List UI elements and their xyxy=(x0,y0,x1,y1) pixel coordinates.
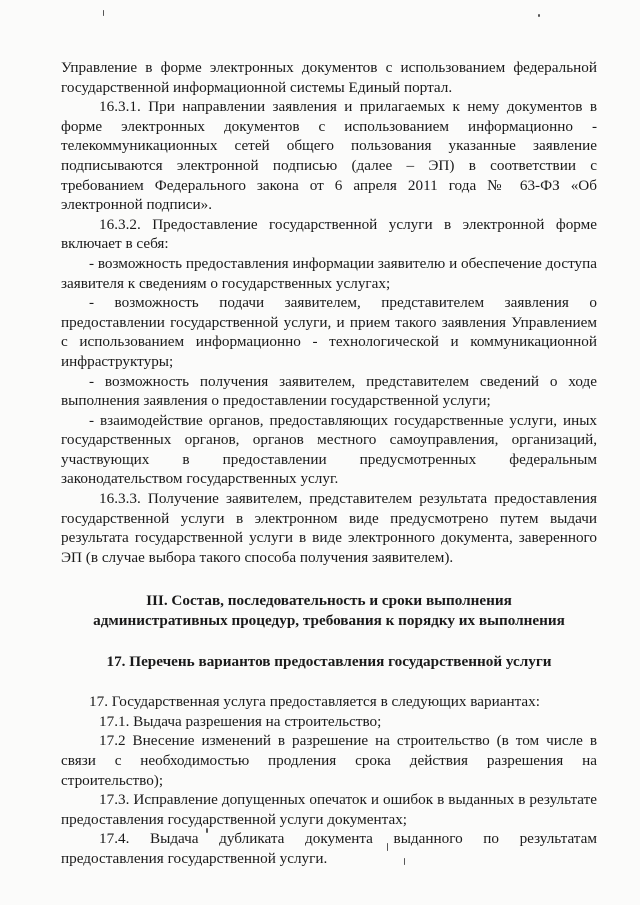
paragraph-17-2: 17.2 Внесение изменений в разрешение на строительство (в том числе в связи с необходимостью продления срока действия разрешения на строительство); xyxy=(61,732,597,789)
section-heading-line-1: III. Состав, последовательность и сроки выполнения xyxy=(146,592,512,610)
subsection-heading: 17. Перечень вариантов предоставления государственной услуги xyxy=(106,652,552,670)
paragraph-17-4: 17.4. Выдача дубликата документа выданного по результатам предоставления государственной услуги. xyxy=(61,830,597,867)
scan-speck xyxy=(103,10,104,16)
paragraph-16-3-2: 16.3.2. Предоставление государственной услуги в электронной форме включает в себя: xyxy=(61,215,597,253)
section-heading-line-2: административных процедур, требования к порядку их выполнения xyxy=(93,612,565,630)
paragraph-16-3-1: 16.3.1. При направлении заявления и прилагаемых к нему документов в форме электронных документов с использованием информационно - телекоммуникационных сетей общего пользования указанные заявление подписываются электронной подписью (далее – ЭП) в соответствии с требованием Федерального закона от 6 апреля 2011 года № 63-ФЗ «Об электронной подписи». xyxy=(61,98,597,214)
scan-speck xyxy=(538,14,540,17)
list-item-interaction: - взаимодействие органов, предоставляющих государственные услуги, иных государственных органов, органов местного самоуправления, организаций, участвующих в предоставлении предусмотренных федеральным законодательством государственных услуг. xyxy=(61,411,597,488)
paragraph-continuation: Управление в форме электронных документов с использованием федеральной государственной информационной системы Единый портал. xyxy=(61,59,597,96)
list-item-status-info: - возможность получения заявителем, представителем сведений о ходе выполнения заявления о предоставлении государственной услуги; xyxy=(61,372,597,410)
paragraph-17: 17. Государственная услуга предоставляется в следующих вариантах: xyxy=(89,693,540,711)
paragraph-17-1: 17.1. Выдача разрешения на строительство; xyxy=(99,712,382,730)
list-item-information-access: - возможность предоставления информации заявителю и обеспечение доступа заявителя к сведениям о государственных услугах; xyxy=(61,254,597,292)
paragraph-17-3: 17.3. Исправление допущенных опечаток и ошибок в выданных в результате предоставления государственной услуги документах; xyxy=(61,791,597,828)
list-item-application-submission: - возможность подачи заявителем, представителем заявления о предоставлении государственной услуги, и прием такого заявления Управлением с использованием информационно - технологической и коммуникационной инфраструктуры; xyxy=(61,294,597,370)
paragraph-16-3-3: 16.3.3. Получение заявителем, представителем результата предоставления государственной услуги в электронном виде предусмотрено путем выдачи результата государственной услуги в виде электронного документа, заверенного ЭП (в случае выбора такого способа получения заявителем). xyxy=(61,490,597,566)
section-heading xyxy=(61,591,597,630)
document-body xyxy=(61,58,597,869)
